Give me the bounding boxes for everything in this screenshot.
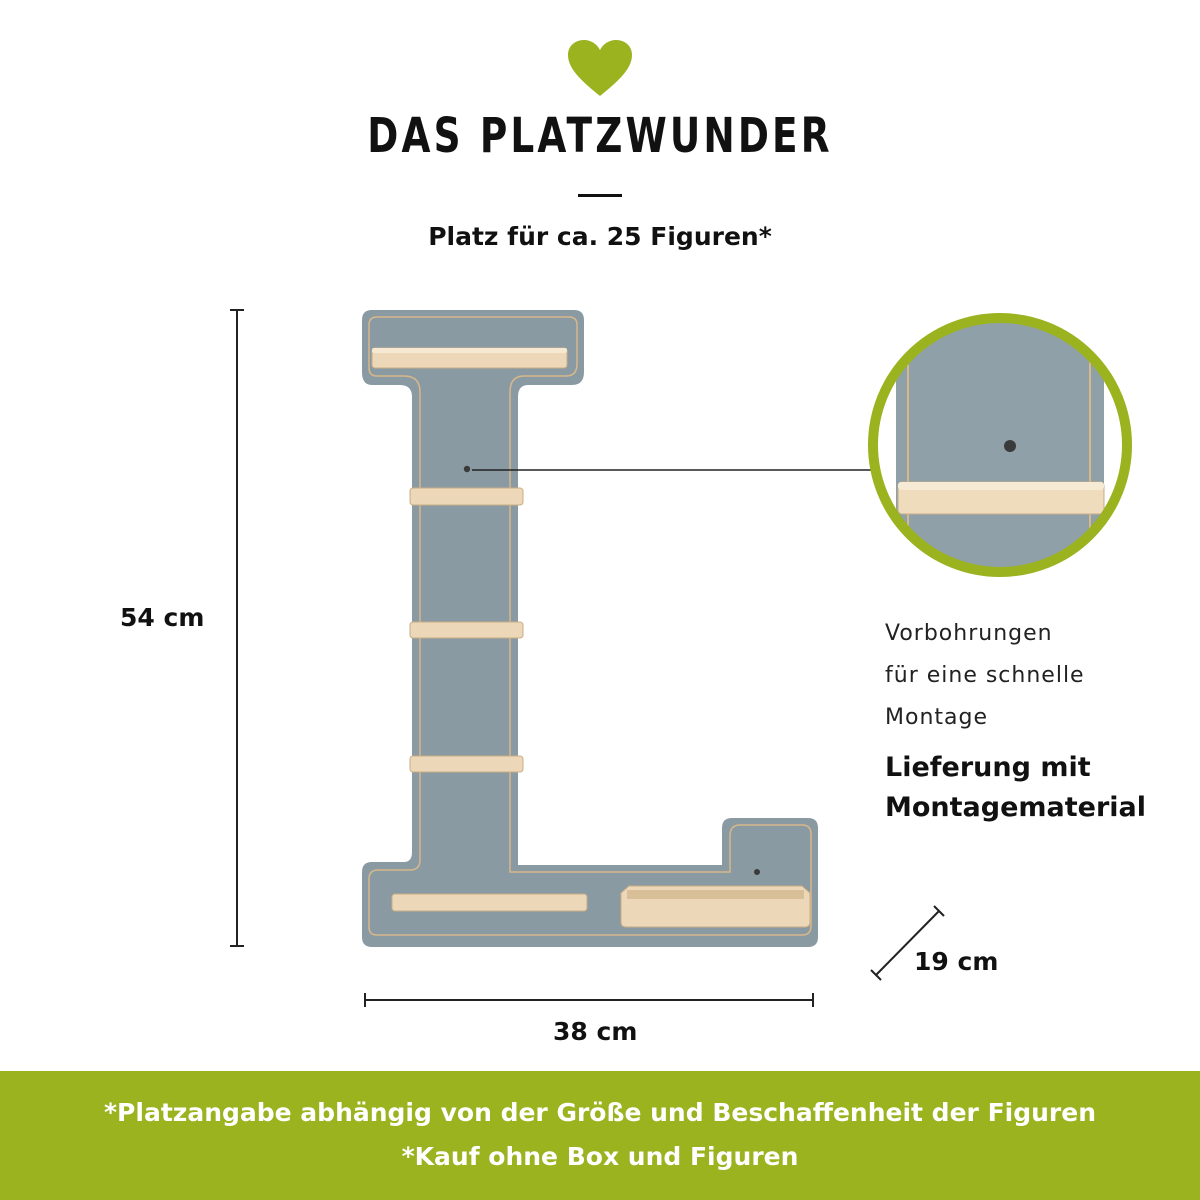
page-title: DAS PLATZWUNDER — [367, 108, 833, 164]
width-label: 38 cm — [553, 1017, 638, 1046]
capacity-subtitle: Platz für ca. 25 Figuren* — [428, 222, 772, 251]
shelf-ledge — [410, 622, 523, 638]
height-label: 54 cm — [120, 603, 205, 632]
width-dimension-line — [365, 993, 813, 1007]
screw-hole-bottom — [754, 869, 760, 875]
footer-disclaimer-capacity: *Platzangabe abhängig von der Größe und Beschaffenheit der Figuren — [103, 1098, 1096, 1127]
footer-disclaimer-contents: *Kauf ohne Box und Figuren — [401, 1142, 799, 1171]
shelf-ledge — [410, 488, 523, 505]
shelf-ledge — [392, 894, 587, 911]
delivery-note-line: Montagematerial — [885, 792, 1147, 823]
screw-hole-top — [464, 466, 470, 472]
depth-label: 19 cm — [914, 947, 999, 976]
shelf-ledge — [410, 756, 523, 772]
height-dimension-line — [230, 310, 244, 946]
predrilled-note-line: Montage — [885, 705, 988, 730]
predrilled-note-line: für eine schnelle — [885, 663, 1085, 688]
predrilled-note-line: Vorbohrungen — [885, 621, 1053, 646]
footer-banner — [0, 1071, 1200, 1200]
delivery-note-line: Lieferung mit — [885, 752, 1091, 783]
